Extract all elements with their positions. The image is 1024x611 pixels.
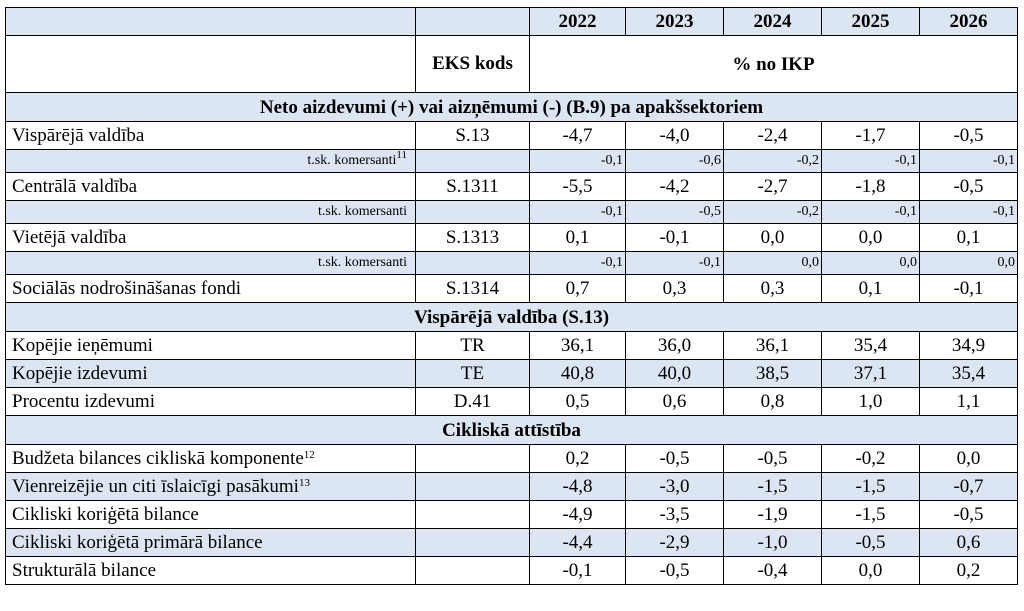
value-cell: 0,7 <box>530 275 626 303</box>
row-label-text: Procentu izdevumi <box>12 391 155 412</box>
fiscal-indicators-table <box>5 7 1018 585</box>
section-header-row <box>6 93 1018 122</box>
value-cell: -0,5 <box>822 529 920 557</box>
row-label <box>6 388 416 416</box>
value-cell: -5,5 <box>530 173 626 201</box>
row-label-text: t.sk. komersanti <box>317 255 407 270</box>
value-cell: 0,8 <box>724 388 822 416</box>
row-label-text: Vienreizējie un citi īslaicīgi pasākumi <box>12 476 299 497</box>
value-cell: 0,1 <box>530 224 626 252</box>
table-row <box>6 224 1018 252</box>
table-row <box>6 173 1018 201</box>
value-cell: 0,3 <box>626 275 724 303</box>
value-cell: -0,1 <box>530 557 626 585</box>
value-cell: -4,2 <box>626 173 724 201</box>
section-title: Neto aizdevumi (+) vai aizņēmumi (-) (B.9) pa apakšsektoriem <box>6 93 1018 122</box>
row-label-text: t.sk. komersanti <box>307 153 397 168</box>
value-cell: -4,9 <box>530 501 626 529</box>
table-row <box>6 150 1018 173</box>
value-cell: -2,7 <box>724 173 822 201</box>
row-label <box>6 360 416 388</box>
row-label-text: Cikliski koriģētā primārā bilance <box>12 532 263 553</box>
value-cell: 1,0 <box>822 388 920 416</box>
eks-code-cell: D.41 <box>416 388 530 416</box>
value-cell: -0,1 <box>626 224 724 252</box>
row-label-text: Budžeta bilances cikliskā komponente <box>12 448 304 469</box>
row-label <box>6 201 416 224</box>
row-label-text: Vietējā valdība <box>12 227 127 248</box>
value-cell: 36,0 <box>626 332 724 360</box>
value-cell: 0,0 <box>920 252 1018 275</box>
year-header: 2026 <box>920 8 1018 36</box>
fiscal-table-container <box>5 7 1018 585</box>
row-label-text: t.sk. komersanti <box>317 204 407 219</box>
footnote-marker: 11 <box>396 149 407 161</box>
eks-code-cell <box>416 150 530 173</box>
row-label-text: Kopējie ieņēmumi <box>12 335 153 356</box>
value-cell: -4,8 <box>530 473 626 501</box>
eks-code-cell <box>416 473 530 501</box>
value-cell: -0,2 <box>724 201 822 224</box>
value-cell: -0,4 <box>724 557 822 585</box>
value-cell: -1,8 <box>822 173 920 201</box>
row-label-text: Vispārējā valdība <box>12 125 145 146</box>
value-cell: -1,5 <box>822 473 920 501</box>
row-label <box>6 173 416 201</box>
value-cell: -1,7 <box>822 122 920 150</box>
row-label <box>6 150 416 173</box>
eks-code-header: EKS kods <box>416 36 530 93</box>
table-row <box>6 473 1018 501</box>
eks-code-cell <box>416 529 530 557</box>
row-label <box>6 473 416 501</box>
value-cell: 0,6 <box>920 529 1018 557</box>
value-cell: -0,1 <box>920 275 1018 303</box>
value-cell: -2,4 <box>724 122 822 150</box>
value-cell: -0,5 <box>920 501 1018 529</box>
value-cell: -0,1 <box>920 150 1018 173</box>
value-cell: 38,5 <box>724 360 822 388</box>
value-cell: -0,6 <box>626 150 724 173</box>
value-cell: 36,1 <box>724 332 822 360</box>
value-cell: 0,1 <box>822 275 920 303</box>
value-cell: 0,0 <box>822 557 920 585</box>
eks-code-cell: TR <box>416 332 530 360</box>
value-cell: 0,2 <box>530 445 626 473</box>
value-cell: -0,7 <box>920 473 1018 501</box>
table-row <box>6 252 1018 275</box>
value-cell: -0,2 <box>724 150 822 173</box>
value-cell: 35,4 <box>920 360 1018 388</box>
eks-code-cell <box>416 557 530 585</box>
year-header: 2024 <box>724 8 822 36</box>
table-row <box>6 275 1018 303</box>
value-cell: -0,5 <box>626 445 724 473</box>
value-cell: -0,2 <box>822 445 920 473</box>
eks-code-cell: TE <box>416 360 530 388</box>
value-cell: -4,0 <box>626 122 724 150</box>
value-cell: -0,5 <box>626 201 724 224</box>
value-cell: -3,5 <box>626 501 724 529</box>
table-row <box>6 360 1018 388</box>
value-cell: -4,4 <box>530 529 626 557</box>
table-row <box>6 332 1018 360</box>
section-title: Vispārējā valdība (S.13) <box>6 303 1018 332</box>
table-row <box>6 201 1018 224</box>
table-row <box>6 529 1018 557</box>
value-cell: 0,2 <box>920 557 1018 585</box>
value-cell: -1,9 <box>724 501 822 529</box>
eks-code-cell: S.1311 <box>416 173 530 201</box>
value-cell: -4,7 <box>530 122 626 150</box>
value-cell: 0,0 <box>920 445 1018 473</box>
value-cell: 0,0 <box>724 252 822 275</box>
section-title: Cikliskā attīstība <box>6 416 1018 445</box>
section-header-row <box>6 303 1018 332</box>
row-label <box>6 529 416 557</box>
unit-label: % no IKP <box>530 36 1018 93</box>
row-label-text: Cikliski koriģētā bilance <box>12 504 199 525</box>
table-row <box>6 557 1018 585</box>
unit-blank <box>6 36 416 93</box>
row-label-text: Strukturālā bilance <box>12 560 157 581</box>
row-label <box>6 224 416 252</box>
row-label-text: Kopējie izdevumi <box>12 363 148 384</box>
section-header-row <box>6 416 1018 445</box>
value-cell: 0,3 <box>724 275 822 303</box>
table-row <box>6 501 1018 529</box>
value-cell: 37,1 <box>822 360 920 388</box>
footnote-marker: 13 <box>298 477 310 489</box>
row-label <box>6 122 416 150</box>
table-row <box>6 388 1018 416</box>
unit-header-row <box>6 36 1018 93</box>
year-header: 2023 <box>626 8 724 36</box>
value-cell: -1,5 <box>724 473 822 501</box>
table-row <box>6 122 1018 150</box>
value-cell: 0,6 <box>626 388 724 416</box>
eks-code-cell <box>416 501 530 529</box>
eks-code-cell: S.1313 <box>416 224 530 252</box>
value-cell: 40,0 <box>626 360 724 388</box>
value-cell: -0,1 <box>530 201 626 224</box>
value-cell: -0,1 <box>822 201 920 224</box>
footnote-marker: 12 <box>303 449 315 461</box>
year-header-row <box>6 8 1018 36</box>
value-cell: -1,0 <box>724 529 822 557</box>
row-label <box>6 275 416 303</box>
eks-code-cell: S.1314 <box>416 275 530 303</box>
value-cell: -0,1 <box>822 150 920 173</box>
row-label-text: Centrālā valdība <box>12 176 138 197</box>
value-cell: 0,5 <box>530 388 626 416</box>
value-cell: -0,5 <box>724 445 822 473</box>
value-cell: 34,9 <box>920 332 1018 360</box>
header-blank-code <box>416 8 530 36</box>
row-label <box>6 252 416 275</box>
header-blank-label <box>6 8 416 36</box>
value-cell: 36,1 <box>530 332 626 360</box>
table-row <box>6 445 1018 473</box>
value-cell: -0,1 <box>920 201 1018 224</box>
value-cell: -0,5 <box>920 173 1018 201</box>
year-header: 2022 <box>530 8 626 36</box>
value-cell: 0,1 <box>920 224 1018 252</box>
value-cell: 1,1 <box>920 388 1018 416</box>
row-label <box>6 445 416 473</box>
value-cell: -0,5 <box>626 557 724 585</box>
year-header: 2025 <box>822 8 920 36</box>
value-cell: -0,1 <box>626 252 724 275</box>
value-cell: 0,0 <box>822 252 920 275</box>
row-label <box>6 501 416 529</box>
value-cell: -0,5 <box>920 122 1018 150</box>
value-cell: -3,0 <box>626 473 724 501</box>
value-cell: 35,4 <box>822 332 920 360</box>
value-cell: 0,0 <box>822 224 920 252</box>
eks-code-cell <box>416 201 530 224</box>
value-cell: -2,9 <box>626 529 724 557</box>
value-cell: -0,1 <box>530 252 626 275</box>
value-cell: -0,1 <box>530 150 626 173</box>
eks-code-cell <box>416 252 530 275</box>
value-cell: -1,5 <box>822 501 920 529</box>
row-label-text: Sociālās nodrošināšanas fondi <box>12 278 242 299</box>
value-cell: 0,0 <box>724 224 822 252</box>
row-label <box>6 332 416 360</box>
value-cell: 40,8 <box>530 360 626 388</box>
eks-code-cell: S.13 <box>416 122 530 150</box>
row-label <box>6 557 416 585</box>
eks-code-cell <box>416 445 530 473</box>
